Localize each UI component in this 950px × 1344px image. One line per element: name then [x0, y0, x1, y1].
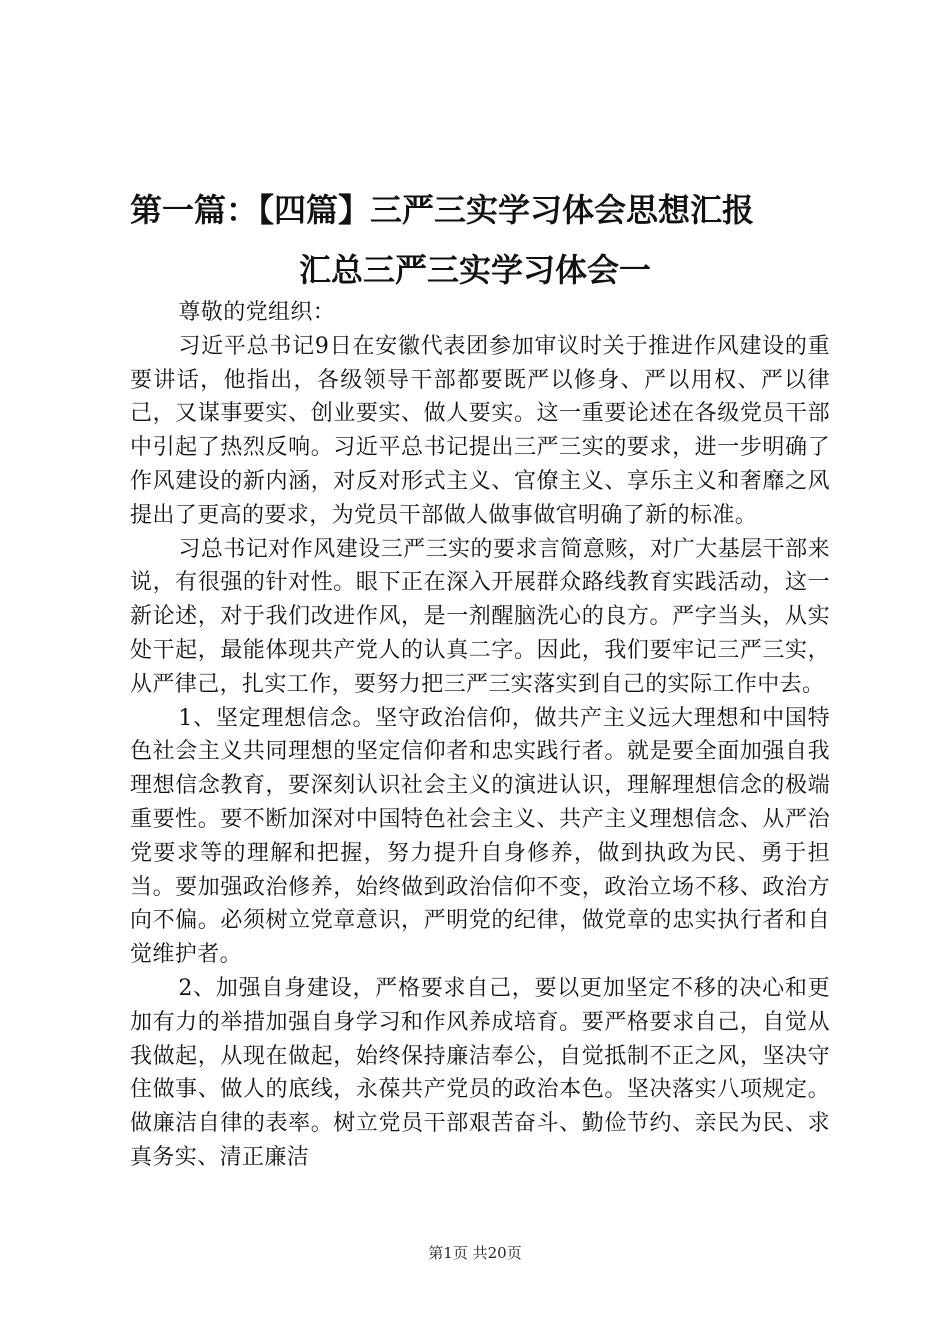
paragraph-1: 习近平总书记9日在安徽代表团参加审议时关于推进作风建设的重要讲话，他指出，各级领导干部都要既严以修身、严以用权、严以律己，又谋事要实、创业要实、做人要实。这一重要论述在各级党员干部中引起了热烈反响。习近平总书记提出三严三实的要求，进一步明确了作风建设的新内涵，对反对形式主义、官僚主义、享乐主义和奢靡之风提出了更高的要求，为党员干部做人做事做官明确了新的标准。 [130, 333, 830, 528]
paragraph-3: 1、坚定理想信念。坚守政治信仰，做共产主义远大理想和中国特色社会主义共同理想的坚定信仰者和忠实践行者。就是要全面加强自我理想信念教育，要深刻认识社会主义的演进认识，理解理想信念的极端重要性。要不断加深对中国特色社会主义、共产主义理想信念、从严治党要求等的理解和把握，努力提升自身修养，做到执政为民、勇于担当。要加强政治修养，始终做到政治信仰不变，政治立场不移、政治方向不偏。必须树立党章意识，严明党的纪律，做党章的忠实执行者和自觉维护者。 [130, 705, 830, 968]
paragraph-2: 习总书记对作风建设三严三实的要求言简意赅，对广大基层干部来说，有很强的针对性。眼下正在深入开展群众路线教育实践活动，这一新论述，对于我们改进作风，是一剂醒脑洗心的良方。严字当头，从实处干起，最能体现共产党人的认真二字。因此，我们要牢记三严三实，从严律己，扎实工作，要努力把三严三实落实到自己的实际工作中去。 [130, 536, 830, 697]
document-title-line2: 汇总三严三实学习体会一 [298, 251, 651, 289]
page-number-footer: 第1页 共20页 [428, 1244, 522, 1262]
document-title-line1: 第一篇：【四篇】三严三实学习体会思想汇报 [130, 191, 755, 229]
document-body [130, 296, 830, 1175]
salutation: 尊敬的党组织： [178, 300, 336, 325]
paragraph-4: 2、加强自身建设，严格要求自己，要以更加坚定不移的决心和更加有力的举措加强自身学习和作风养成培育。要严格要求自己，自觉从我做起，从现在做起，始终保持廉洁奉公，自觉抵制不正之风，坚决守住做事、做人的底线，永葆共产党员的政治本色。坚决落实八项规定。做廉洁自律的表率。树立党员干部艰苦奋斗、勤俭节约、亲民为民、求真务实、清正廉洁 [130, 975, 830, 1170]
